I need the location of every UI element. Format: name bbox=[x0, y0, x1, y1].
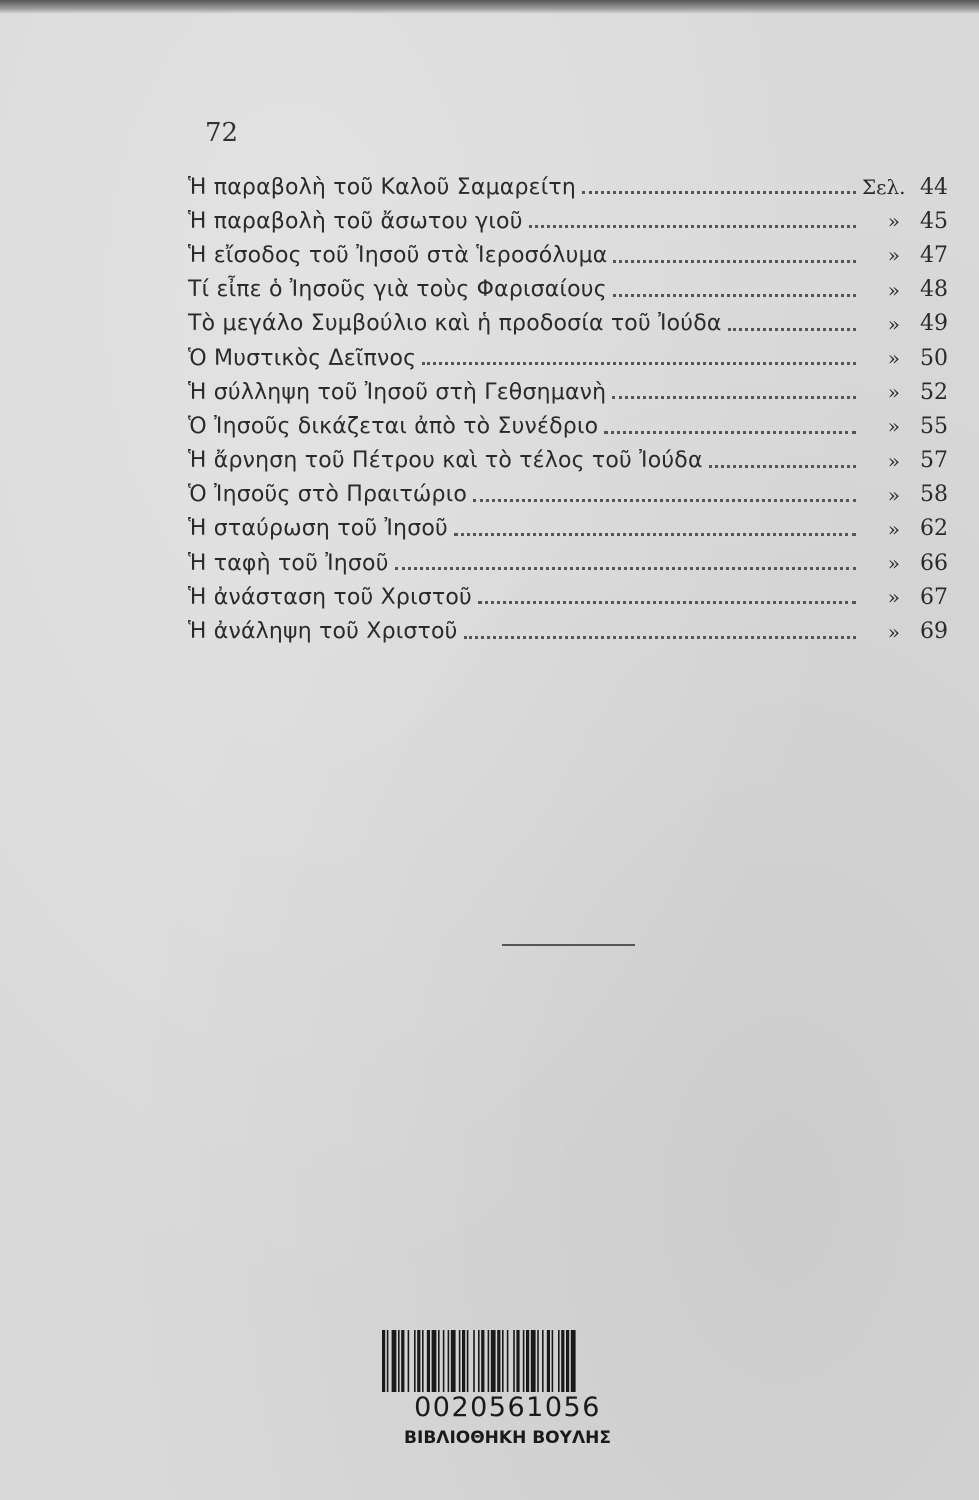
toc-entry bbox=[188, 478, 948, 512]
toc-entry bbox=[188, 238, 948, 272]
barcode-bar bbox=[478, 1330, 480, 1392]
toc-entry bbox=[188, 614, 948, 648]
toc-entry-title: Ἡ σύλληψη τοῦ Ἰησοῦ στὴ Γεθσημανὴ bbox=[188, 379, 607, 405]
barcode-bar bbox=[488, 1330, 490, 1392]
toc-entry-title: Ὁ Ἰησοῦς δικάζεται ἀπὸ τὸ Συνέδριο bbox=[188, 413, 599, 439]
barcode-bar bbox=[392, 1330, 397, 1392]
toc-page-number: 52 bbox=[920, 379, 948, 405]
barcode-bar bbox=[526, 1330, 529, 1392]
library-barcode bbox=[380, 1330, 632, 1395]
toc-page-number: 66 bbox=[920, 550, 948, 576]
barcode-bar bbox=[547, 1330, 550, 1392]
barcode-bar bbox=[382, 1330, 385, 1392]
toc-page-number: 55 bbox=[920, 413, 948, 439]
toc-page-marker: » bbox=[887, 209, 900, 234]
toc-page-marker: » bbox=[887, 243, 900, 268]
toc-entry bbox=[188, 512, 948, 546]
toc-page-marker: Σελ. bbox=[862, 175, 906, 200]
barcode-bar bbox=[571, 1330, 576, 1392]
barcode-bar bbox=[558, 1330, 560, 1392]
toc-page-number: 57 bbox=[920, 448, 948, 474]
barcode-bar bbox=[398, 1330, 400, 1392]
barcode-bar bbox=[401, 1330, 404, 1392]
barcode-bar bbox=[513, 1330, 515, 1392]
barcode-bar bbox=[537, 1330, 539, 1392]
toc-page-marker: » bbox=[887, 585, 900, 610]
barcode-bar bbox=[497, 1330, 500, 1392]
toc-page-number: 48 bbox=[920, 277, 948, 303]
toc-dot-leader bbox=[454, 532, 856, 536]
barcode-bar bbox=[561, 1330, 564, 1392]
barcode-bar bbox=[462, 1330, 465, 1392]
toc-entry-title: Ἡ παραβολὴ τοῦ ἄσωτου γιοῦ bbox=[188, 208, 523, 234]
barcode-bar bbox=[491, 1330, 496, 1392]
toc-page-marker: » bbox=[887, 619, 900, 644]
barcode-bar bbox=[473, 1330, 475, 1392]
toc-entry bbox=[188, 273, 948, 307]
barcode-bar bbox=[448, 1330, 450, 1392]
toc-entry-title: Ἡ παραβολὴ τοῦ Καλοῦ Σαμαρείτη bbox=[188, 174, 576, 200]
barcode-bar bbox=[451, 1330, 456, 1392]
toc-dot-leader bbox=[422, 361, 856, 365]
page-top-edge-shadow bbox=[0, 0, 979, 14]
toc-page-marker: » bbox=[887, 448, 900, 473]
toc-page-number: 58 bbox=[920, 482, 948, 508]
toc-entry-title: Ἡ ἀνάσταση τοῦ Χριστοῦ bbox=[188, 584, 472, 610]
toc-dot-leader bbox=[395, 566, 856, 570]
toc-entry bbox=[188, 546, 948, 580]
barcode-bar bbox=[414, 1330, 416, 1392]
barcode-bar bbox=[432, 1330, 437, 1392]
toc-entry-title: Ἡ ἄρνηση τοῦ Πέτρου καὶ τὸ τέλος τοῦ Ἰούδα bbox=[188, 448, 703, 474]
barcode-bar bbox=[417, 1330, 420, 1392]
table-of-contents bbox=[188, 170, 948, 649]
toc-page-number: 47 bbox=[920, 242, 948, 268]
toc-entry bbox=[188, 341, 948, 375]
toc-entry bbox=[188, 444, 948, 478]
toc-entry-title: Ὁ Ἰησοῦς στὸ Πραιτώριο bbox=[188, 482, 468, 508]
toc-entry-title: Τί εἶπε ὁ Ἰησοῦς γιὰ τοὺς Φαρισαίους bbox=[188, 277, 607, 303]
toc-entry bbox=[188, 375, 948, 409]
toc-entry bbox=[188, 307, 948, 341]
barcode-bar bbox=[566, 1330, 569, 1392]
toc-page-marker: » bbox=[887, 311, 900, 336]
toc-dot-leader bbox=[464, 635, 856, 639]
toc-page-number: 62 bbox=[920, 516, 948, 542]
toc-page-number: 67 bbox=[920, 584, 948, 610]
toc-page-number: 49 bbox=[920, 311, 948, 337]
toc-page-marker: » bbox=[887, 414, 900, 439]
toc-dot-leader bbox=[728, 327, 856, 331]
toc-page-marker: » bbox=[887, 277, 900, 302]
barcode-bar bbox=[422, 1330, 424, 1392]
toc-page-marker: » bbox=[887, 380, 900, 405]
toc-dot-leader bbox=[709, 464, 856, 468]
toc-entry bbox=[188, 409, 948, 443]
barcode-bar bbox=[387, 1330, 389, 1392]
barcode-bar bbox=[531, 1330, 536, 1392]
barcode-number: 0020561056 bbox=[414, 1392, 601, 1423]
toc-dot-leader bbox=[613, 293, 856, 297]
barcode-bar bbox=[502, 1330, 504, 1392]
toc-entry-title: Ἡ σταύρωση τοῦ Ἰησοῦ bbox=[188, 516, 448, 542]
toc-entry bbox=[188, 580, 948, 614]
toc-entry-title: Ὁ Μυστικὸς Δεῖπνος bbox=[188, 345, 417, 371]
barcode-bar bbox=[408, 1330, 410, 1392]
toc-dot-leader bbox=[529, 224, 856, 228]
toc-dot-leader bbox=[478, 600, 856, 604]
toc-entry-title: Τὸ μεγάλο Συμβούλιο καὶ ἡ προδοσία τοῦ Ἰούδα bbox=[188, 311, 722, 337]
toc-page-number: 45 bbox=[920, 208, 948, 234]
toc-dot-leader bbox=[613, 259, 856, 263]
barcode-bar bbox=[542, 1330, 544, 1392]
toc-dot-leader bbox=[604, 430, 856, 434]
barcode-bar bbox=[427, 1330, 430, 1392]
toc-page-marker: » bbox=[887, 516, 900, 541]
toc-dot-leader bbox=[612, 395, 856, 399]
toc-page-number: 50 bbox=[920, 345, 948, 371]
toc-entry-title: Ἡ ἀνάληψη τοῦ Χριστοῦ bbox=[188, 619, 458, 645]
toc-entry-title: Ἡ ταφὴ τοῦ Ἰησοῦ bbox=[188, 550, 389, 576]
barcode-bar bbox=[552, 1330, 554, 1392]
section-divider-rule bbox=[502, 944, 635, 946]
toc-page-marker: » bbox=[887, 482, 900, 507]
toc-entry-title: Ἡ εἴσοδος τοῦ Ἰησοῦ στὰ Ἱεροσόλυμα bbox=[188, 242, 608, 268]
toc-page-number: 69 bbox=[920, 619, 948, 645]
library-name: ΒΙΒΛΙΟΘΗΚΗ ΒΟΥΛΗΣ bbox=[404, 1428, 611, 1448]
barcode-bar bbox=[516, 1330, 519, 1392]
toc-dot-leader bbox=[473, 498, 856, 502]
toc-entry bbox=[188, 170, 948, 204]
toc-entry bbox=[188, 204, 948, 238]
barcode-bar bbox=[467, 1330, 469, 1392]
barcode-bar bbox=[459, 1330, 461, 1392]
barcode-bar bbox=[507, 1330, 509, 1392]
page-number: 72 bbox=[205, 118, 239, 148]
barcode-bar bbox=[523, 1330, 525, 1392]
toc-dot-leader bbox=[582, 190, 856, 194]
toc-page-marker: » bbox=[887, 346, 900, 371]
toc-page-marker: » bbox=[887, 551, 900, 576]
barcode-bar bbox=[481, 1330, 484, 1392]
barcode-bar bbox=[443, 1330, 445, 1392]
barcode-bar bbox=[438, 1330, 440, 1392]
toc-page-number: 44 bbox=[920, 174, 948, 200]
